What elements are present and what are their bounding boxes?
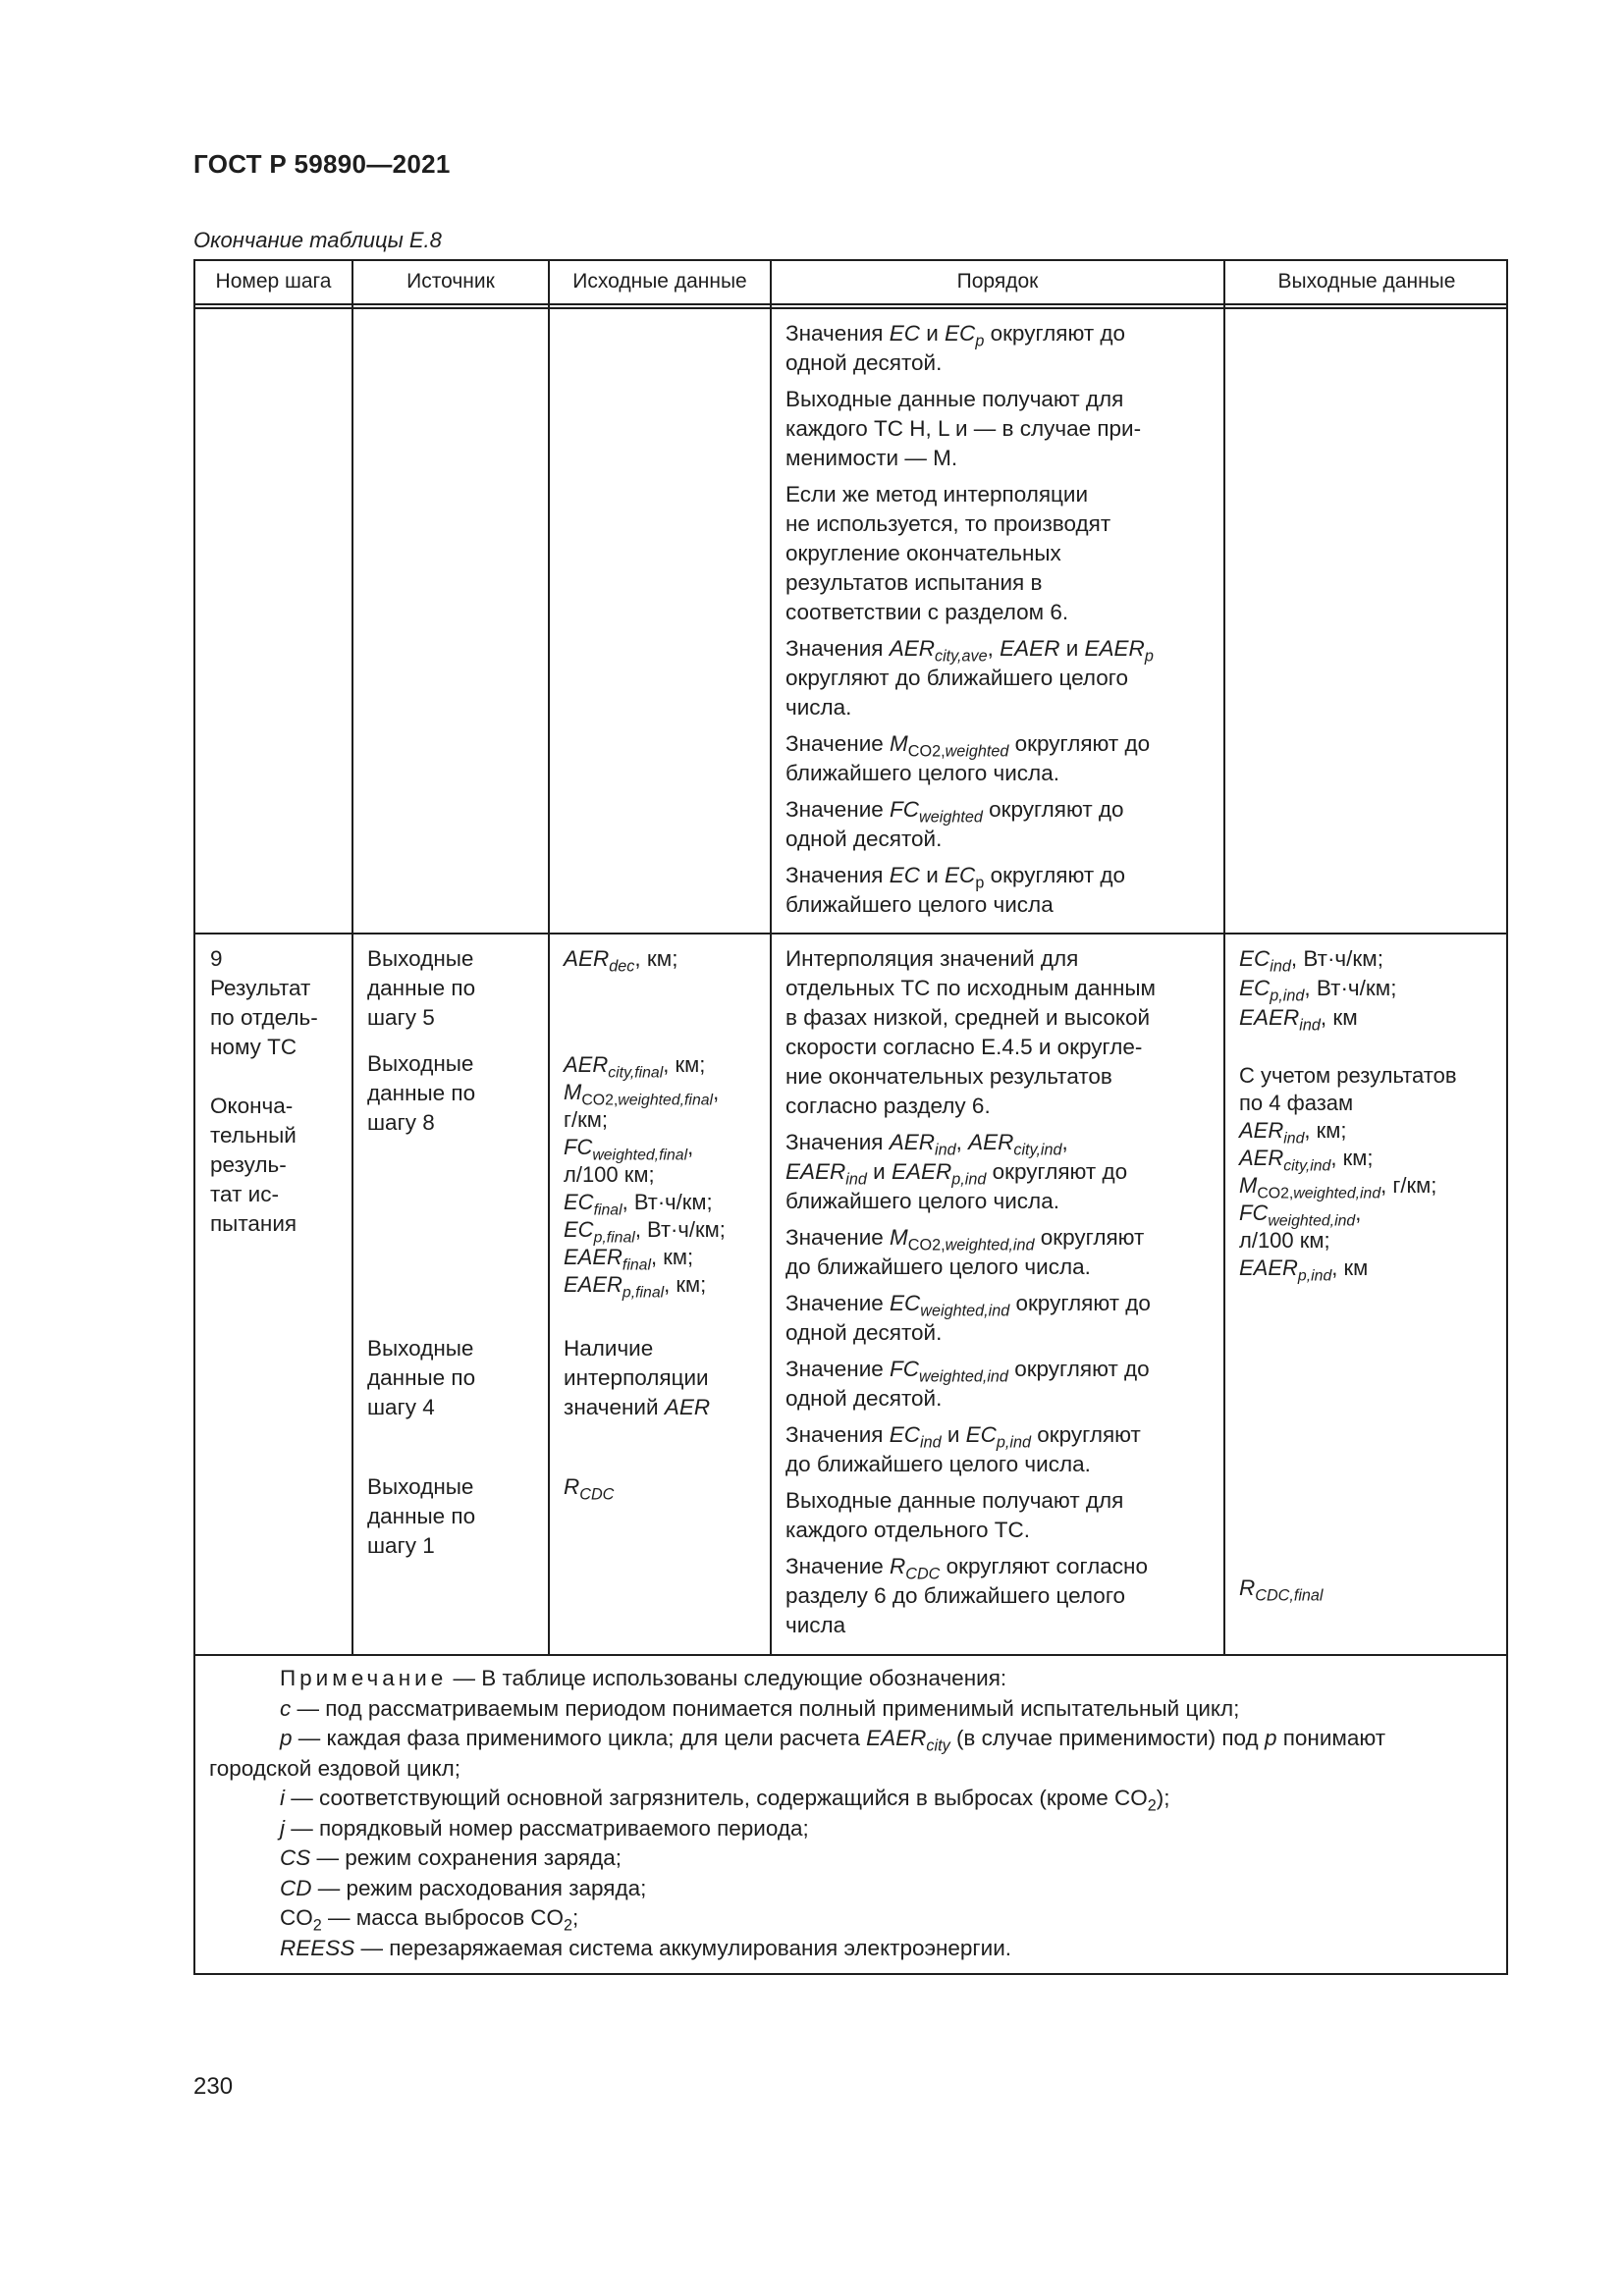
row2-order-item-3: Значение $M_{CO2,weighted,ind}$ округляют до ближайшего целого числа. [785, 1225, 1145, 1279]
row1-order-item-2: Выходные данные получают для каждого ТС H, L и — в случае при- менимости — M. [785, 387, 1142, 470]
row2-output-2: С учетом результатов по 4 фазам $AER_{ind}$, км; $AER_{city,ind}$, км; $M_{CO2,weighted,ind}$, г/км; $FC_{weighted,ind}$, л/100 км; $EAER_{p,ind}$, км [1239, 1063, 1457, 1285]
row2-source-1: Выходные данные по шагу 5 [367, 946, 476, 1030]
row2-output-3: $R_{CDC,final}$ [1239, 1575, 1324, 1605]
note-i: i — соответствующий основной загрязнитель, содержащийся в выбросах (кроме $CO_2$); [280, 1786, 1170, 1815]
page-number: 230 [193, 2073, 234, 2100]
notes-separator [193, 1654, 1508, 1656]
row2-order-item-8: Значение $R_{CDC}$ округляют согласно разделу 6 до ближайшего целого числа [785, 1554, 1148, 1637]
column-divider-1 [352, 259, 353, 1655]
note-p-continued: городской ездовой цикл; [209, 1755, 461, 1781]
row1-order-cell [785, 319, 1154, 927]
table-notes [209, 1664, 1385, 1963]
note-c: c — под рассматриваемым периодом понимается полный применимый испытательный цикл; [280, 1695, 1240, 1721]
column-divider-2 [548, 259, 550, 1655]
row2-source-4: Выходные данные по шагу 1 [367, 1474, 476, 1558]
row2-input-1: $AER_{dec}$, км; [564, 946, 678, 976]
table-caption: Окончание таблицы Е.8 [193, 228, 442, 252]
row2-order-item-5: Значение $FC_{weighted,ind}$ округляют до одной десятой. [785, 1357, 1150, 1411]
row2-output-1: $EC_{ind}$, Вт·ч/км; $EC_{p,ind}$, Вт·ч/км; $EAER_{ind}$, км [1239, 946, 1397, 1035]
column-header-input: Исходные данные [572, 270, 747, 293]
notes-intro: Примечание — В таблице использованы следующие обозначения: [280, 1666, 1007, 1690]
row2-order-cell [785, 944, 1156, 1647]
row2-order-item-7: Выходные данные получают для каждого отдельного ТС. [785, 1488, 1124, 1542]
row2-order-item-1: Интерполяция значений для отдельных ТС по исходным данным в фазах низкой, средней и высокой скорости согласно Е.4.5 и округле- ние окончательных результатов согласно разделу 6. [785, 946, 1157, 1118]
row2-source-2: Выходные данные по шагу 8 [367, 1051, 476, 1135]
header-rule-2 [193, 307, 1508, 309]
row2-order-item-4: Значение $EC_{weighted,ind}$ округляют до одной десятой. [785, 1291, 1151, 1345]
column-header-step: Номер шага [215, 270, 332, 293]
note-cs: CS — режим сохранения заряда; [280, 1845, 622, 1870]
column-divider-4 [1223, 259, 1225, 1655]
row1-order-item-3: Если же метод интерполяции не используется, то производят округление окончательных результатов испытания в соответствии с разделом 6. [785, 482, 1111, 624]
note-co2: $CO_2$ — масса выбросов $CO_2$; [280, 1905, 579, 1935]
row2-order-item-6: Значения $EC_{ind}$ и $EC_{p,ind}$ округляют до ближайшего целого числа. [785, 1422, 1141, 1476]
note-cd: CD — режим расходования заряда; [280, 1875, 647, 1900]
row2-input-4: $R_{CDC}$ [564, 1474, 615, 1504]
row1-order-item-7: Значения EC и $EC_p$ округляют до ближайшего целого числа [785, 863, 1126, 917]
row1-order-item-6: Значение $FC_{weighted}$ округляют до одной десятой. [785, 797, 1124, 851]
row2-order-item-2: Значения $AER_{ind}$, $AER_{city,ind}$, $EAER_{ind}$ и $EAER_{p,ind}$ округляют до ближайшего целого числа. [785, 1130, 1128, 1213]
note-p: p — каждая фаза применимого цикла; для цели расчета $EAER_{city}$ (в случае применимости) под p понимают [280, 1726, 1386, 1755]
note-reess: REESS — перезаряжаемая система аккумулирования электроэнергии. [280, 1935, 1012, 1960]
row1-order-item-4: Значения $AER_{city,ave}$, EAER и $EAER_p$ округляют до ближайшего целого числа. [785, 636, 1154, 720]
column-divider-3 [770, 259, 772, 1655]
row1-order-item-5: Значение $M_{CO2,weighted}$ округляют до ближайшего целого числа. [785, 731, 1151, 785]
row2-source-3: Выходные данные по шагу 4 [367, 1336, 476, 1419]
row1-order-item-1: Значения EC и $EC_p$ округляют до одной десятой. [785, 321, 1126, 375]
column-header-output: Выходные данные [1277, 270, 1456, 293]
note-j: j — порядковый номер рассматриваемого периода; [280, 1815, 809, 1841]
column-header-source: Источник [406, 270, 495, 293]
row2-input-2: $AER_{city,final}$, км; $M_{CO2,weighted,final}$, г/км; $FC_{weighted,final}$, л/100 км; $EC_{final}$, Вт·ч/км; $EC_{p,final}$, Вт·ч/км; $EAER_{final}$, км; $EAER_{p,final}$, км; [564, 1052, 726, 1302]
row2-input-3: Наличие интерполяции значений AER [564, 1336, 711, 1419]
document-header: ГОСТ Р 59890—2021 [193, 149, 451, 179]
column-header-order: Порядок [956, 270, 1039, 293]
row-separator [193, 933, 1508, 934]
row2-step-cell: 9 Результат по отдель- ному ТС Оконча- тельный резуль- тат ис- пытания [210, 946, 318, 1236]
